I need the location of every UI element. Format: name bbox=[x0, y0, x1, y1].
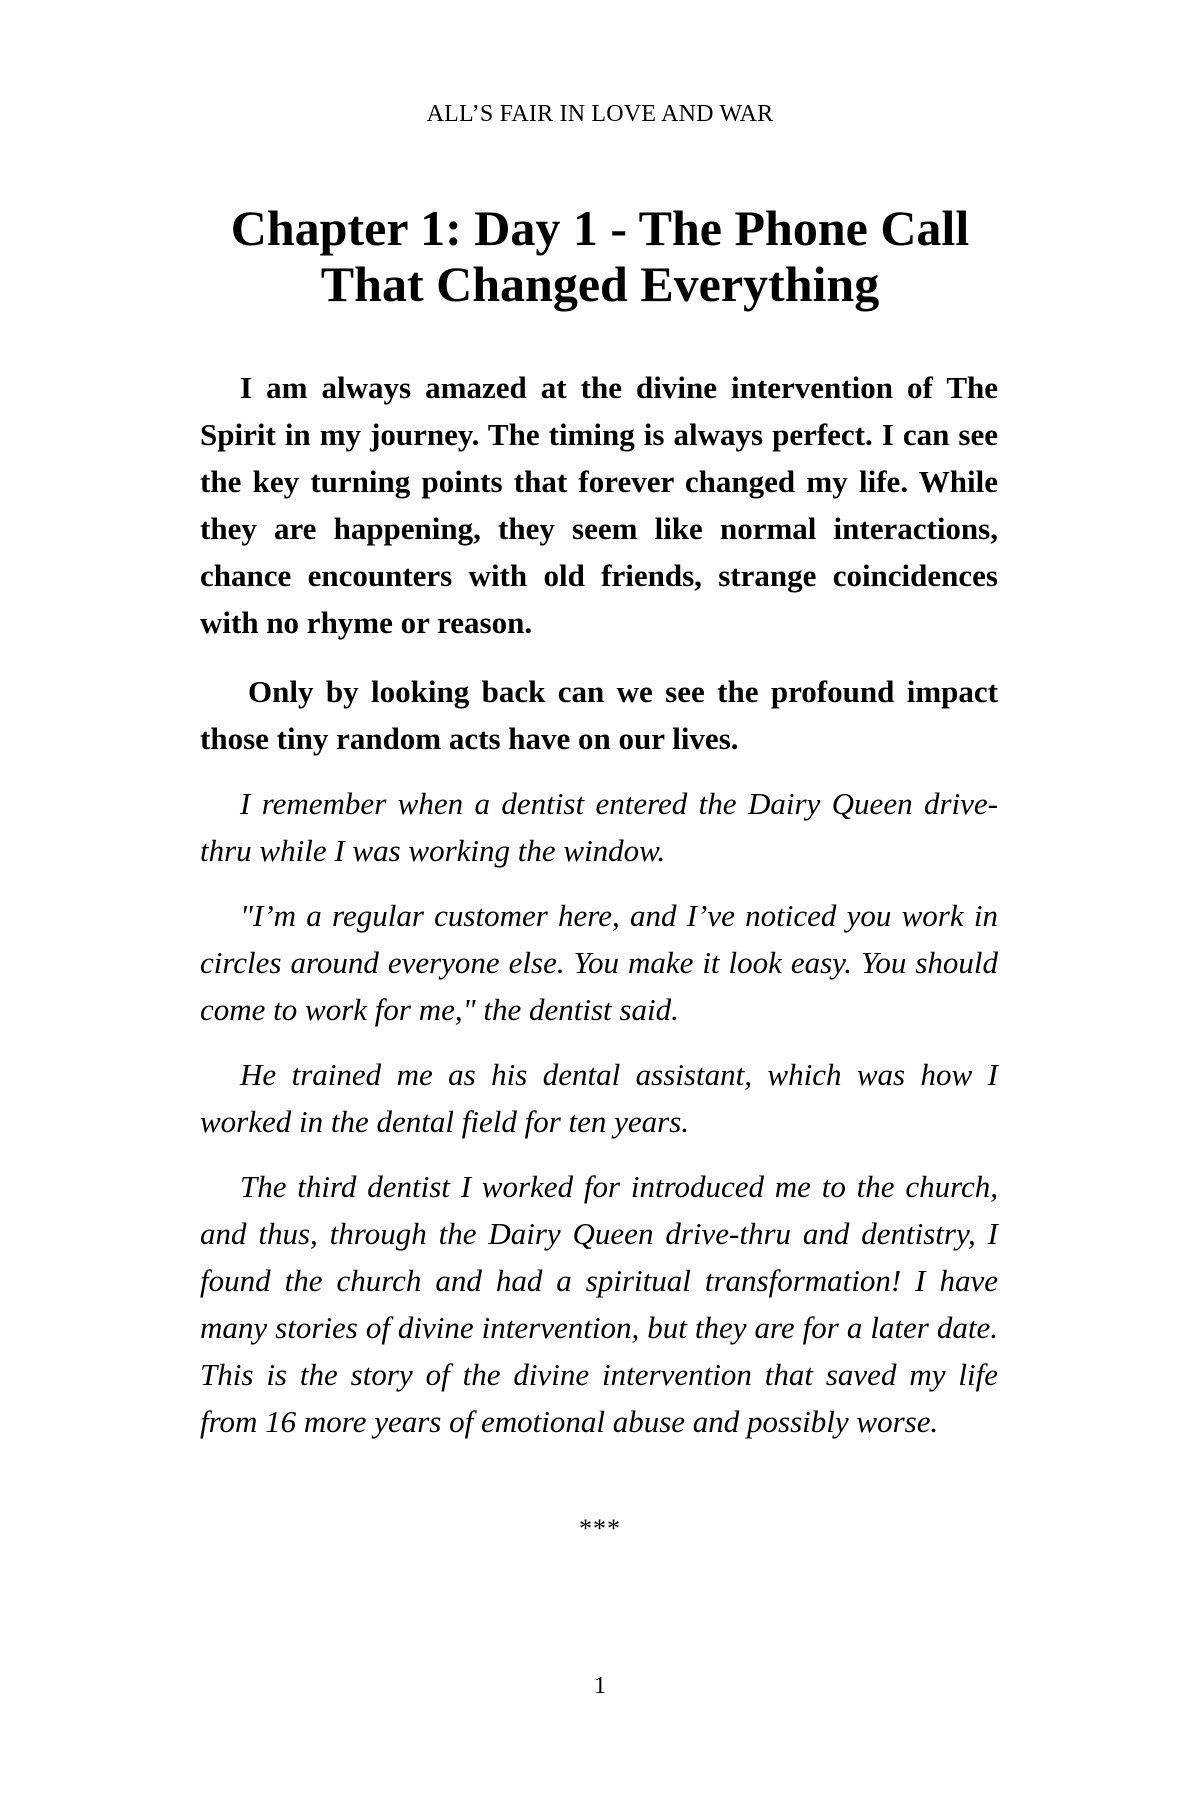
page-number: 1 bbox=[594, 1673, 606, 1699]
paragraph-dentist-quote: "I’m a regular customer here, and I’ve noticed you work in circles around everyone else. You make it look easy. You should come to work for me," the dentist said. bbox=[200, 898, 998, 1027]
paragraph-looking-back: Only by looking back can we see the profound impact those tiny random acts have on our lives. bbox=[200, 674, 998, 756]
paragraph-dental-assistant: He trained me as his dental assistant, which was how I worked in the dental field for ten years. bbox=[200, 1057, 998, 1139]
chapter-title-line-1: Chapter 1: Day 1 - The Phone Call bbox=[230, 200, 970, 256]
paragraph-third-dentist: The third dentist I worked for introduced me to the church, and thus, through the Dairy Queen drive-thru and dentistry, I found the church and had a spiritual transformation! I have many stories of divine intervention, but they are for a later date. This is the story of the divine intervention that saved my life from 16 more years of emotional abuse and possibly worse. bbox=[200, 1169, 998, 1439]
scene-break: *** bbox=[579, 1514, 621, 1543]
chapter-body bbox=[200, 364, 998, 1445]
chapter-title-line-2: That Changed Everything bbox=[320, 256, 880, 312]
paragraph-dairy-queen: I remember when a dentist entered the Dairy Queen drive-thru while I was working the window. bbox=[200, 786, 998, 868]
paragraph-intro: I am always amazed at the divine intervention of The Spirit in my journey. The timing is always perfect. I can see the key turning points that forever changed my life. While they are happening, they seem like normal interactions, chance encounters with old friends, strange coincidences with no rhyme or reason. bbox=[200, 370, 998, 640]
chapter-title bbox=[200, 200, 1000, 312]
running-header: ALL’S FAIR IN LOVE AND WAR bbox=[426, 101, 774, 127]
